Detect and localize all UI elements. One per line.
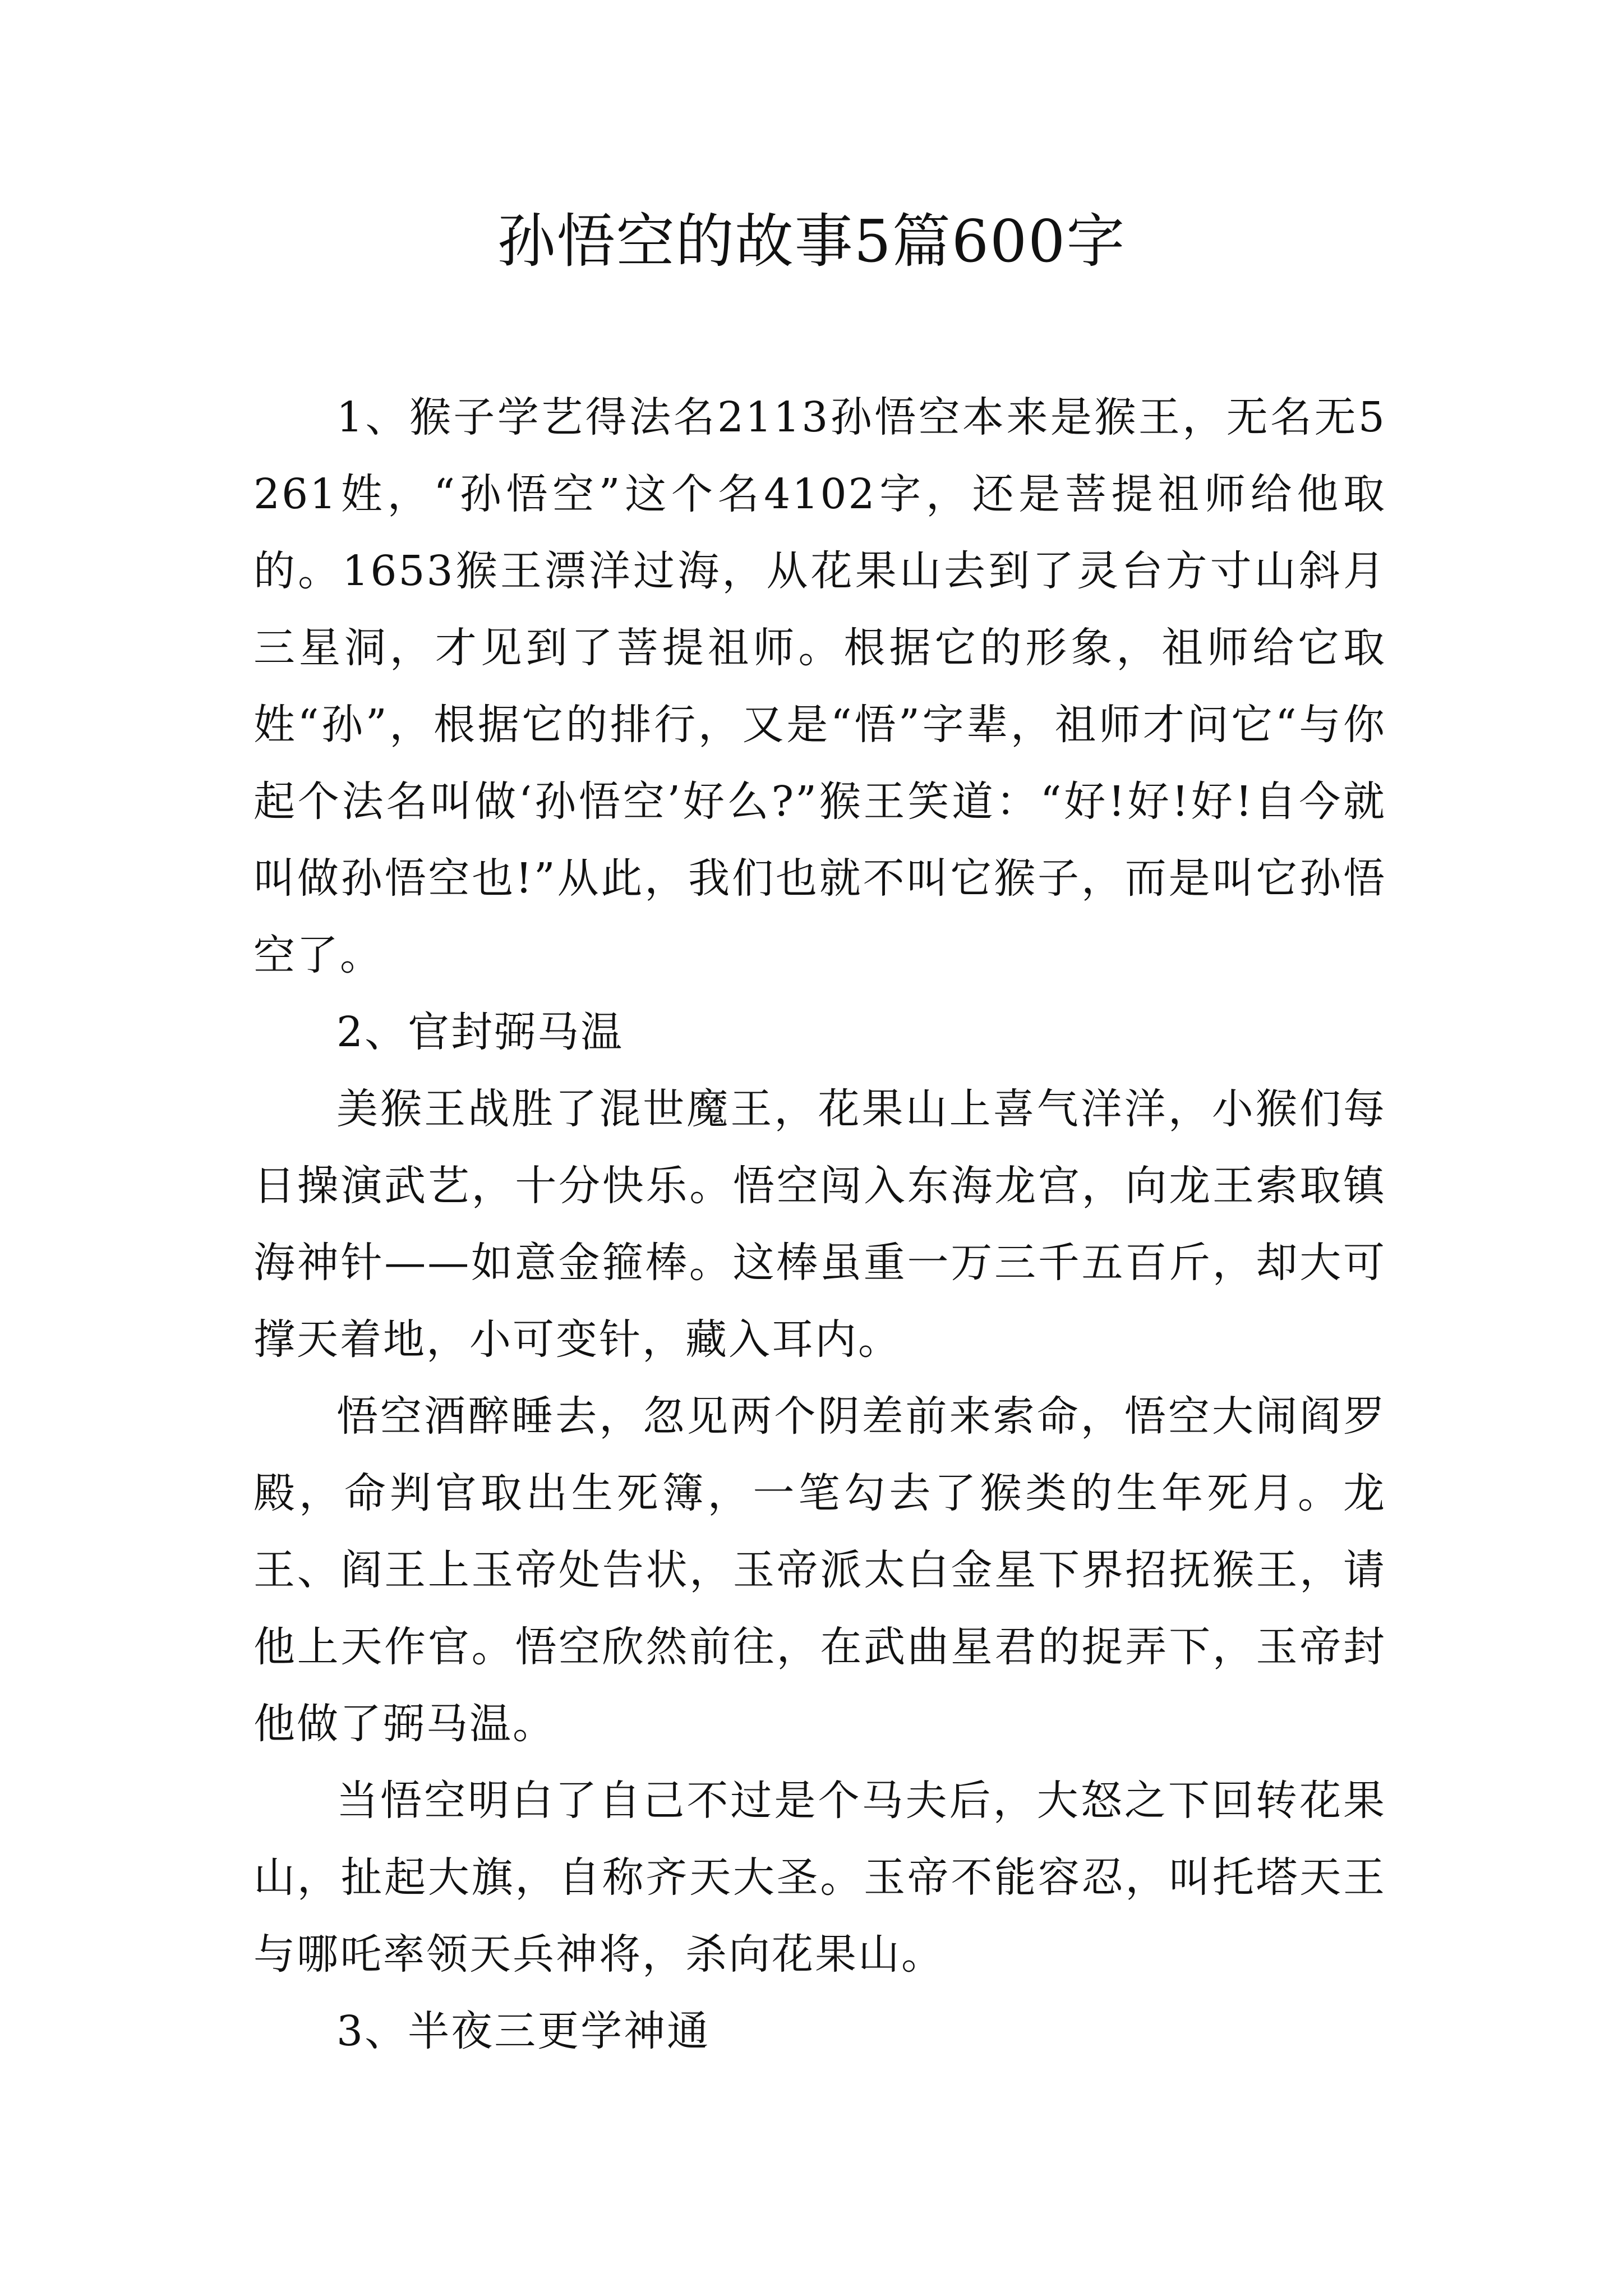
document-body: [253, 379, 1386, 2070]
paragraph-underworld: 悟空酒醉睡去，忽见两个阴差前来索命，悟空大闹阎罗殿，命判官取出生死簿，一笔勾去了猴类的生年死月。龙王、阎王上玉帝处告状，玉帝派太白金星下界招抚猴王，请他上天作官。悟空欣然前往，在武曲星君的捉弄下，玉帝封他做了弼马温。: [253, 1392, 1386, 1748]
heading-bimawen: 2、官封弼马温: [336, 1008, 624, 1056]
heading-midnight-lessons: 3、半夜三更学神通: [336, 2007, 711, 2055]
document-title: 孙悟空的故事5篇600字: [497, 207, 1126, 275]
paragraph-golden-cudgel: 美猴王战胜了混世魔王，花果山上喜气洋洋，小猴们每日操演武艺，十分快乐。悟空闯入东海龙宫，向龙王索取镇海神针——如意金箍棒。这棒虽重一万三千五百斤，却大可撑天着地，小可变针，藏入耳内。: [253, 1085, 1386, 1364]
paragraph-great-sage: 当悟空明白了自己不过是个马夫后，大怒之下回转花果山，扯起大旗，自称齐天大圣。玉帝不能容忍，叫托塔天王与哪吒率领天兵神将，杀向花果山。: [253, 1777, 1386, 1978]
paragraph-monkey-learns-arts: 1、猴子学艺得法名2113孙悟空本来是猴王，无名无5261姓，“孙悟空”这个名4102字，还是菩提祖师给他取的。1653猴王漂洋过海，从花果山去到了灵台方寸山斜月三星洞，才见到了菩提祖师。根据它的形象，祖师给它取姓“孙”，根据它的排行，又是“悟”字辈，祖师才问它“与你起个法名叫做‘孙悟空’好么?”猴王笑道：“好!好!好!自今就叫做孙悟空也!”从此，我们也就不叫它猴子，而是叫它孙悟空了。: [253, 393, 1386, 979]
